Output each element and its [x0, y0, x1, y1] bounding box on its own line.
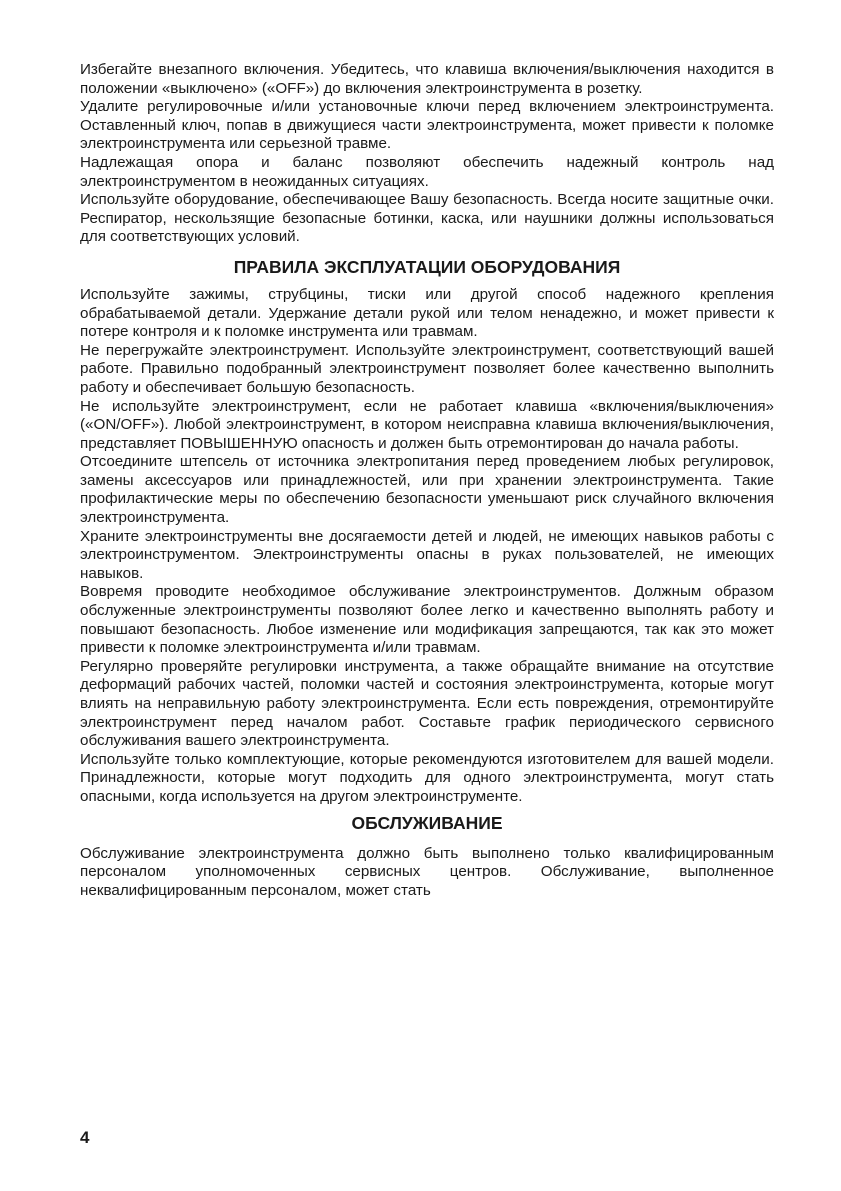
paragraph-safety-equipment: Используйте оборудование, обеспечивающее Вашу безопасность. Всегда носите защитные очки. Респиратор, нескользящие безопасные ботинки, каска, или наушники должны использоваться для соответствующих условий.: [80, 191, 774, 246]
section-heading-operation-rules: ПРАВИЛА ЭКСПЛУАТАЦИИ ОБОРУДОВАНИЯ: [233, 256, 621, 277]
paragraph-check-adjustments: Регулярно проверяйте регулировки инструмента, а также обращайте внимание на отсутствие деформаций рабочих частей, поломки частей и состояния электроинструмента, которые могут влиять на неправильную работу электроинструмента. Если есть повреждения, отремонтируйте электроинструмент перед началом работ. Составьте график периодического сервисного обслуживания вашего электроинструмента.: [80, 657, 774, 750]
paragraph-recommended-accessories: Используйте только комплектующие, которые рекомендуются изготовителем для вашей модели. Принадлежности, которые могут подходить для одного электроинструмента, могут стать опасными, когда используется на другом электроинструменте.: [80, 750, 774, 805]
section-heading-service: ОБСЛУЖИВАНИЕ: [351, 812, 503, 833]
paragraph-footing-balance: Надлежащая опора и баланс позволяют обеспечить надежный контроль над электроинструментом в неожиданных ситуациях.: [80, 153, 774, 190]
paragraph-clamps: Используйте зажимы, струбцины, тиски или другой способ надежного крепления обрабатываемой детали. Удержание детали рукой или телом ненадежно, и может привести к потере контроля и к поломке инструмента или травмам.: [80, 285, 774, 341]
paragraph-no-overload: Не перегружайте электроинструмент. Используйте электроинструмент, соответствующий вашей работе. Правильно подобранный электроинструмент позволяет более качественно выполнить работу и обеспечивает большую безопасность.: [80, 341, 774, 396]
page-number: 4: [80, 1128, 90, 1147]
document-page: [80, 61, 774, 900]
paragraph-avoid-accidental-start: Избегайте внезапного включения. Убедитесь, что клавиша включения/выключения находится в положении «выключено» («OFF») до включения электроинструмента в розетку.: [80, 61, 774, 97]
paragraph-remove-keys: Удалите регулировочные и/или установочные ключи перед включением электроинструмента. Оставленный ключ, попав в движущиеся части электроинструмента, может привести к поломке электроинструмента или серьезной травме.: [80, 98, 774, 153]
paragraph-switch-fault: Не используйте электроинструмент, если не работает клавиша «включения/выключения» («ON/OFF»). Любой электроинструмент, в котором неисправна клавиша включения/выключения, представляет ПОВЫШЕННУЮ опасность и должен быть отремонтирован до начала работы.: [80, 397, 774, 452]
paragraph-disconnect-plug: Отсоедините штепсель от источника электропитания перед проведением любых регулировок, замены аксессуаров или принадлежностей, или при хранении электроинструмента. Такие профилактические меры по обеспечению безопасности уменьшают риск случайного включения электроинструмента.: [80, 453, 774, 527]
paragraph-qualified-service: Обслуживание электроинструмента должно быть выполнено только квалифицированным персоналом уполномоченных сервисных центров. Обслуживание, выполненное неквалифицированным персоналом, может стать: [80, 844, 774, 899]
paragraph-storage-children: Храните электроинструменты вне досягаемости детей и людей, не имеющих навыков работы с электроинструментом. Электроинструменты опасны в руках пользователей, не имеющих навыков.: [80, 527, 774, 582]
paragraph-maintenance: Вовремя проводите необходимое обслуживание электроинструментов. Должным образом обслуженные электроинструменты позволяют более легко и качественно выполнять работу и повышают безопасность. Любое изменение или модификация запрещаются, так как это может привести к поломке электроинструмента и/или травмам.: [80, 583, 774, 657]
